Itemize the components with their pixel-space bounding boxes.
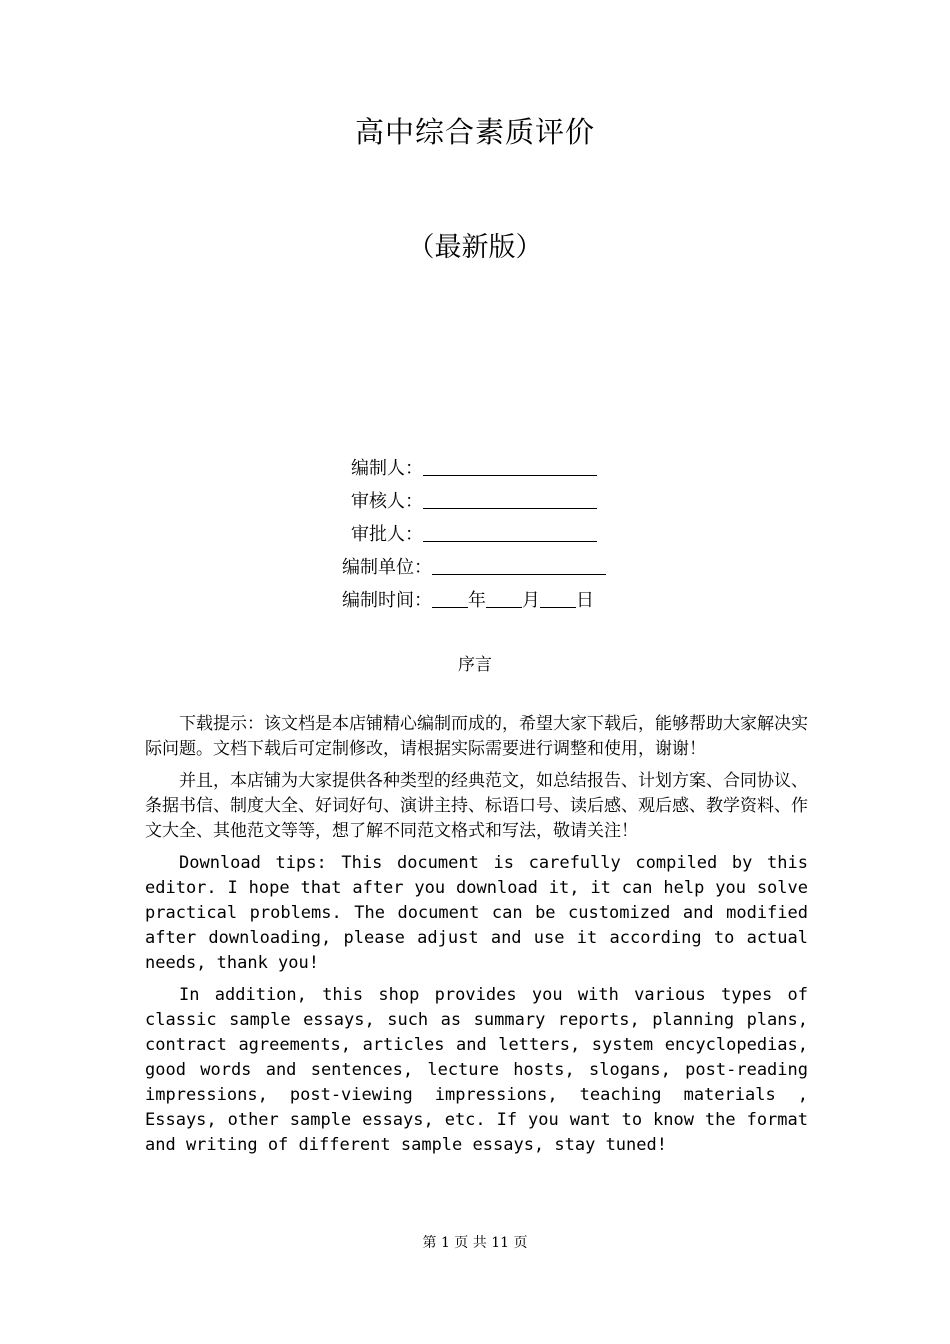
approver-row xyxy=(351,518,597,551)
paragraph: 下载提示：该文档是本店铺精心编制而成的，希望大家下载后，能够帮助大家解决实际问题。文档下载后可定制修改，请根据实际需要进行调整和使用，谢谢！ xyxy=(145,714,808,759)
paragraph: In addition, this shop provides you with various types of classic sample essays, such as summary reports, planning plans, contract agreements, articles and letters, system encyclopedias, good words and sentences, lecture hosts, slogans, post-reading impressions, post-viewing impressions, teaching materials , Essays, other sample essays, etc. If you want to know the format and writing of different sample essays, stay tuned! xyxy=(145,985,808,1155)
editor-blank xyxy=(423,457,597,476)
unit-row xyxy=(342,551,606,584)
year-label: 年 xyxy=(468,590,486,611)
approver-blank xyxy=(423,523,597,542)
paragraph: 并且，本店铺为大家提供各种类型的经典范文，如总结报告、计划方案、合同协议、条据书信、制度大全、好词好句、演讲主持、标语口号、读后感、观后感、教学资料、作文大全、其他范文等等，想了解不同范文格式和写法，敬请关注！ xyxy=(145,771,808,841)
month-label: 月 xyxy=(522,590,540,611)
day-blank xyxy=(540,589,576,608)
reviewer-label: 审核人： xyxy=(351,491,423,512)
time-label: 编制时间： xyxy=(342,590,432,611)
year-blank xyxy=(432,589,468,608)
paragraph: Download tips: This document is carefully compiled by this editor. I hope that after you download it, it can help you solve practical problems. The document can be customized and modified after downloading, please adjust and use it according to actual needs, thank you! xyxy=(145,853,808,973)
reviewer-row xyxy=(351,485,597,518)
page-footer: 第 1 页 共 11 页 xyxy=(422,1235,528,1251)
preface-heading: 序言 xyxy=(458,655,492,675)
day-label: 日 xyxy=(576,590,594,611)
editor-row xyxy=(351,452,597,485)
document-body xyxy=(145,712,808,1165)
unit-label: 编制单位： xyxy=(342,557,432,578)
document-title: 高中综合素质评价 xyxy=(354,115,595,149)
editor-label: 编制人： xyxy=(351,458,423,479)
month-blank xyxy=(486,589,522,608)
approver-label: 审批人： xyxy=(351,524,423,545)
reviewer-blank xyxy=(423,490,597,509)
document-subtitle: （最新版） xyxy=(407,232,543,263)
time-row xyxy=(342,584,594,617)
unit-blank xyxy=(432,556,606,575)
